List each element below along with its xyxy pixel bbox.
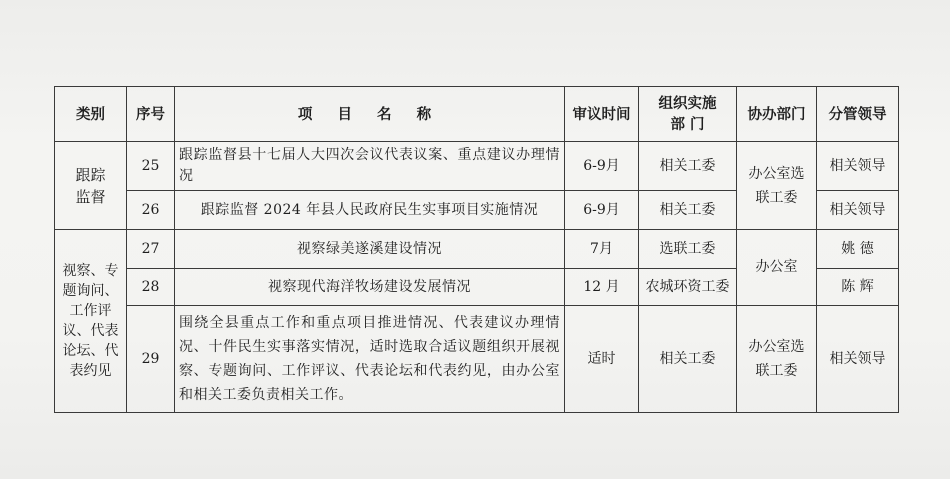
row-time: 6-9月 xyxy=(565,191,639,230)
header-org: 组织实施部 门 xyxy=(639,87,737,142)
table-header-row xyxy=(55,87,899,142)
row-name: 跟踪监督 2024 年县人民政府民生实事项目实施情况 xyxy=(175,191,565,230)
row-no: 25 xyxy=(127,142,175,191)
work-plan-table xyxy=(54,86,899,413)
table-row xyxy=(55,306,899,413)
row-name: 围绕全县重点工作和重点项目推进情况、代表建议办理情况、十件民生实事落实情况，适时选取合适议题组织开展视察、专题询问、工作评议、代表论坛和代表约见，由办公室和相关工委负责相关工作。 xyxy=(175,306,565,413)
assist-cell: 办公室 xyxy=(737,230,817,306)
row-org: 农城环资工委 xyxy=(639,269,737,306)
row-name: 跟踪监督县十七届人大四次会议代表议案、重点建议办理情况 xyxy=(175,142,565,191)
row-org: 选联工委 xyxy=(639,230,737,269)
row-org: 相关工委 xyxy=(639,142,737,191)
table-row xyxy=(55,142,899,191)
row-no: 28 xyxy=(127,269,175,306)
row-time: 6-9月 xyxy=(565,142,639,191)
table-row xyxy=(55,230,899,269)
assist-cell: 办公室选联工委 xyxy=(737,142,817,230)
row-no: 26 xyxy=(127,191,175,230)
row-leader: 相关领导 xyxy=(817,191,899,230)
row-leader: 相关领导 xyxy=(817,306,899,413)
row-name: 视察绿美遂溪建设情况 xyxy=(175,230,565,269)
row-org: 相关工委 xyxy=(639,306,737,413)
row-time: 适时 xyxy=(565,306,639,413)
row-time: 7月 xyxy=(565,230,639,269)
row-leader: 姚 德 xyxy=(817,230,899,269)
row-no: 27 xyxy=(127,230,175,269)
row-time: 12 月 xyxy=(565,269,639,306)
row-leader: 陈 辉 xyxy=(817,269,899,306)
header-time: 审议时间 xyxy=(565,87,639,142)
category-cell: 视察、专题询问、工作评议、代表论坛、代表约见 xyxy=(55,230,127,413)
header-category: 类别 xyxy=(55,87,127,142)
header-leader: 分管领导 xyxy=(817,87,899,142)
header-assist: 协办部门 xyxy=(737,87,817,142)
row-org: 相关工委 xyxy=(639,191,737,230)
row-no: 29 xyxy=(127,306,175,413)
assist-cell: 办公室选联工委 xyxy=(737,306,817,413)
header-name: 项 目 名 称 xyxy=(175,87,565,142)
row-name: 视察现代海洋牧场建设发展情况 xyxy=(175,269,565,306)
category-cell: 跟踪监督 xyxy=(55,142,127,230)
header-no: 序号 xyxy=(127,87,175,142)
row-leader: 相关领导 xyxy=(817,142,899,191)
